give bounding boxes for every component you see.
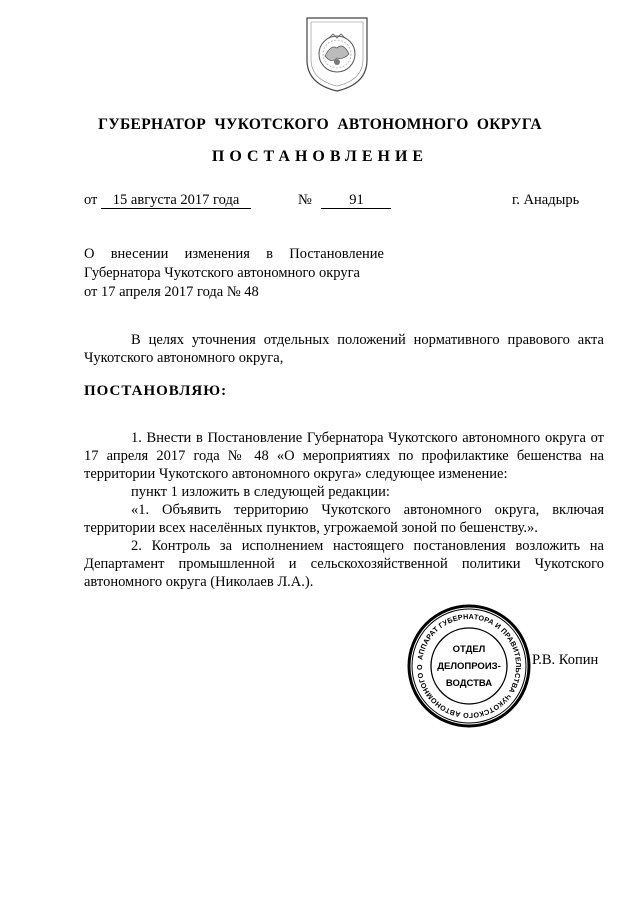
stamp-line: ДЕЛОПРОИЗ- [437, 661, 501, 672]
stamp-line: ОТДЕЛ [452, 644, 486, 655]
official-stamp [406, 603, 532, 729]
stamp-ring-text: АППАРАТ ГУБЕРНАТОРА И ПРАВИТЕЛЬСТВА ЧУКОТСКОГО АВТОНОМНОГО О [414, 611, 524, 721]
resolve-heading: ПОСТАНОВЛЯЮ: [84, 383, 228, 399]
date-line [84, 192, 251, 209]
subject-line: Губернатора Чукотского автономного округа [84, 265, 360, 281]
document-date: 15 августа 2017 года [101, 193, 251, 209]
coat-of-arms-icon [303, 14, 371, 94]
stamp-line: ВОДСТВА [445, 678, 493, 689]
document-title: ГУБЕРНАТОР ЧУКОТСКОГО АВТОНОМНОГО ОКРУГА [98, 116, 542, 133]
signatory-name: Р.В. Копин [532, 652, 599, 668]
document-subject [84, 245, 384, 302]
item-paragraph: 2. Контроль за исполнением настоящего постановления возложить на Департамент промышленной и сельскохозяйственной политики Чукотского автономного округа (Николаев Л.А.). [84, 538, 604, 590]
number-sign: № [298, 192, 312, 208]
number-line [298, 192, 391, 209]
document-city: г. Анадырь [512, 192, 580, 208]
decree-body [84, 429, 604, 591]
subject-line: О внесении изменения в Постановление [84, 246, 384, 262]
subject-line: от 17 апреля 2017 года № 48 [84, 284, 259, 300]
document-number: 91 [321, 193, 391, 209]
document-type: ПОСТАНОВЛЕНИЕ [211, 148, 429, 165]
item-paragraph: пункт 1 изложить в следующей редакции: [131, 484, 390, 500]
date-prefix: от [84, 192, 98, 208]
item-paragraph: 1. Внести в Постановление Губернатора Чукотского автономного округа от 17 апреля 2017 года № 48 «О мероприятиях по профилактике бешенства на территории Чукотского автономного округа» следующее изменение: [84, 430, 604, 482]
preamble: В целях уточнения отдельных положений нормативного правового акта Чукотского автономного округа, [84, 332, 604, 366]
item-paragraph: «1. Объявить территорию Чукотского автономного округа, включая территории всех населённых пунктов, угрожаемой зоной по бешенству.». [84, 502, 604, 536]
